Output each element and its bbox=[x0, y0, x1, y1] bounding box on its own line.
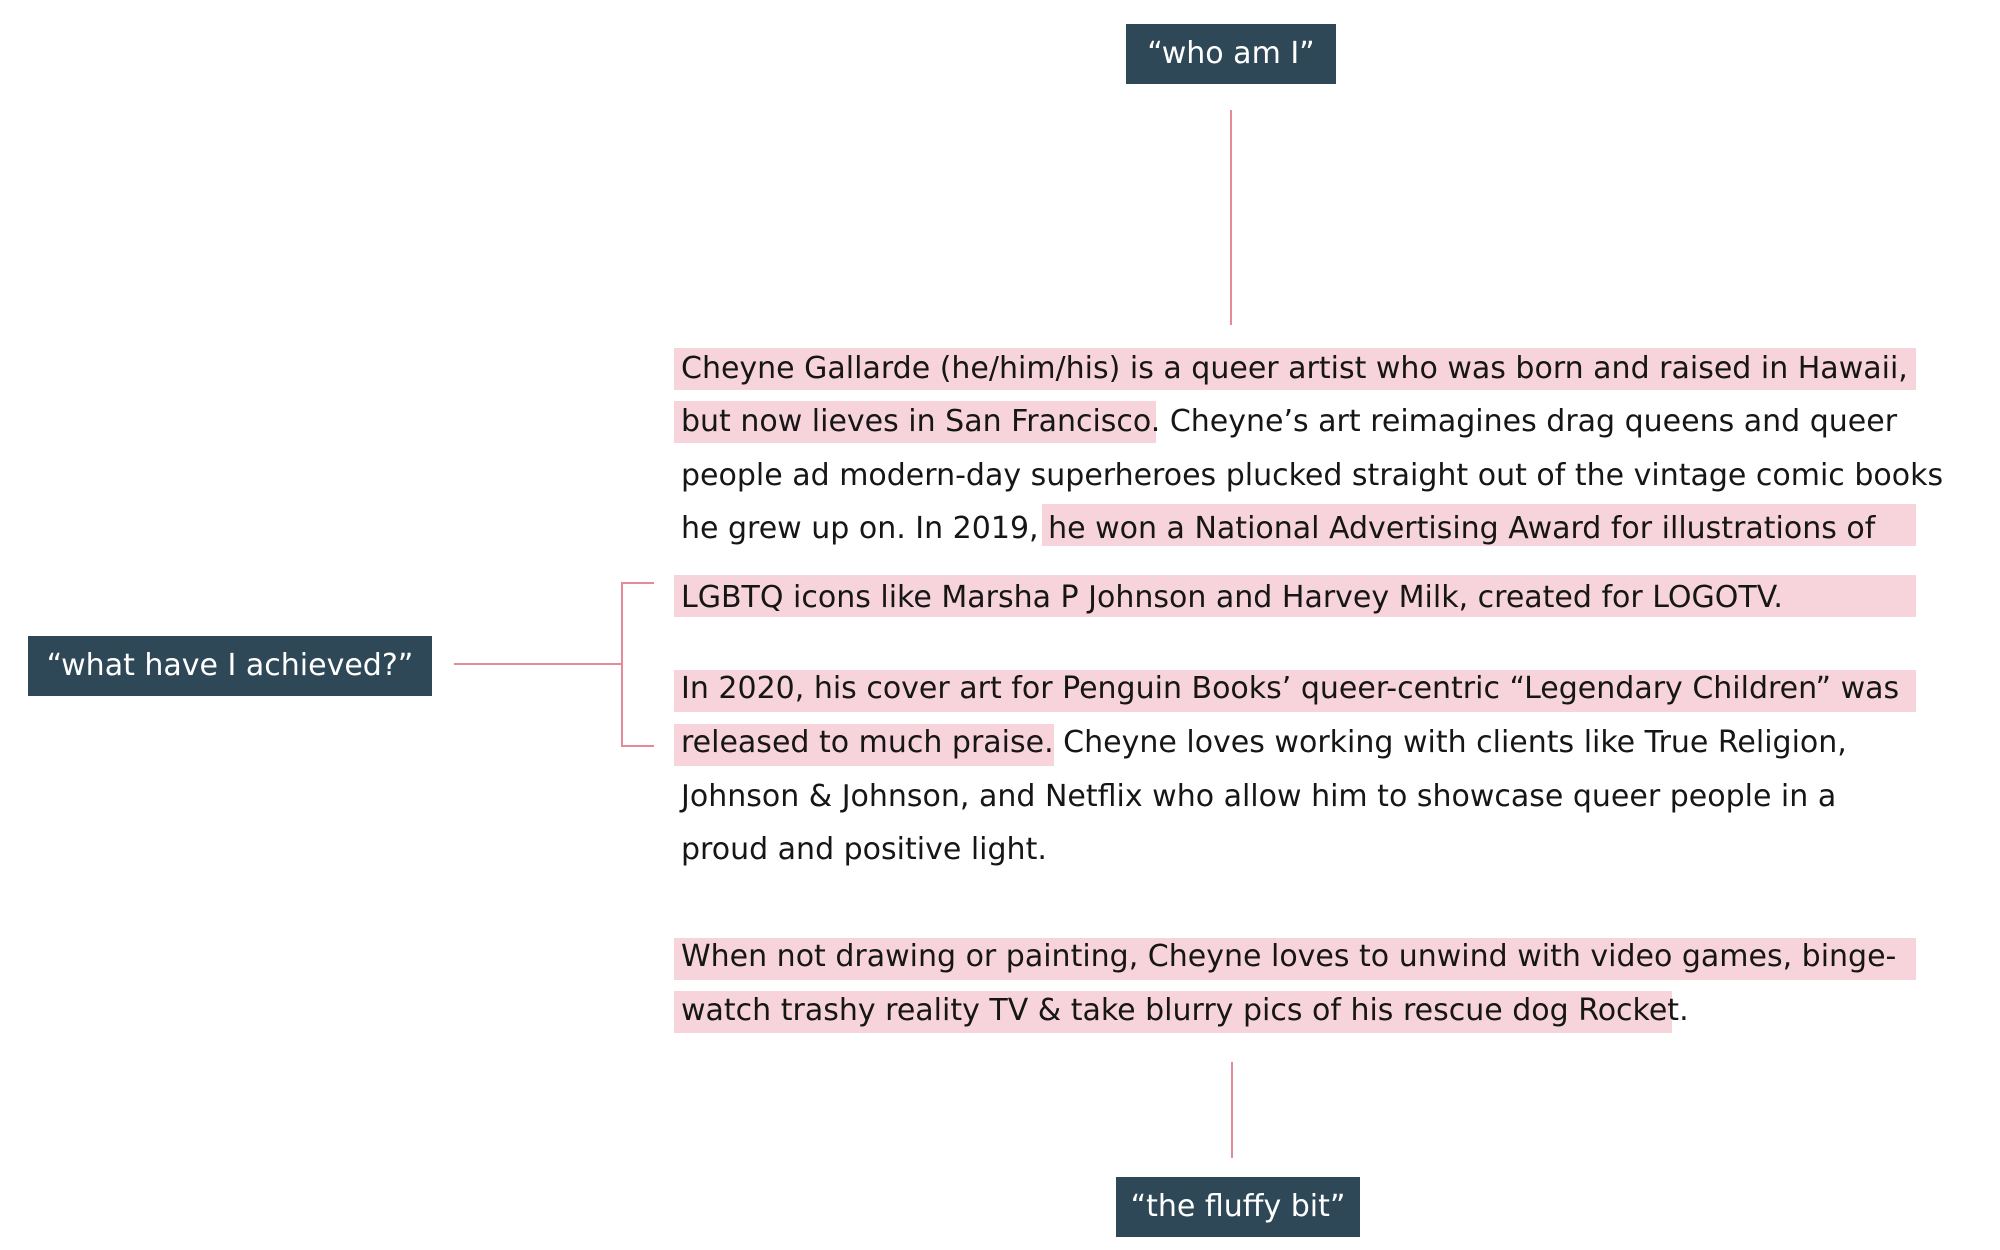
text-line: proud and positive light. bbox=[681, 832, 1047, 867]
text-highlighted: he won a National Advertising Award for illustrations of bbox=[1048, 511, 1876, 546]
text-line: Cheyne Gallarde (he/him/his) is a queer artist who was born and raised in Hawaii, bbox=[681, 351, 1908, 386]
text-line: people ad modern-day superheroes plucked straight out of the vintage comic books bbox=[681, 458, 1944, 493]
tag-who-am-i: “who am I” bbox=[1126, 24, 1336, 84]
text-highlighted: but now lieves in San Francisco. bbox=[681, 404, 1161, 439]
text-line: Johnson & Johnson, and Netflix who allow him to showcase queer people in a bbox=[681, 779, 1837, 814]
text-line: LGBTQ icons like Marsha P Johnson and Harvey Milk, created for LOGOTV. bbox=[681, 580, 1783, 615]
text-line: In 2020, his cover art for Penguin Books’ queer-centric “Legendary Children” was bbox=[681, 671, 1900, 706]
text-line bbox=[681, 722, 1847, 764]
text-plain: Cheyne loves working with clients like True Religion, bbox=[1053, 725, 1847, 760]
text-highlighted: released to much praise. bbox=[681, 725, 1054, 760]
connector-achieved-bracket bbox=[622, 583, 654, 746]
text-plain: he grew up on. In 2019, bbox=[681, 511, 1049, 546]
tag-what-have-i-achieved: “what have I achieved?” bbox=[28, 636, 432, 696]
text-line bbox=[681, 508, 1875, 550]
text-line: When not drawing or painting, Cheyne loves to unwind with video games, binge- bbox=[681, 939, 1897, 974]
tag-the-fluffy-bit: “the fluffy bit” bbox=[1116, 1177, 1360, 1237]
text-line bbox=[681, 401, 1897, 443]
text-line: watch trashy reality TV & take blurry pics of his rescue dog Rocket. bbox=[681, 993, 1689, 1028]
text-plain: Cheyne’s art reimagines drag queens and queer bbox=[1160, 404, 1898, 439]
